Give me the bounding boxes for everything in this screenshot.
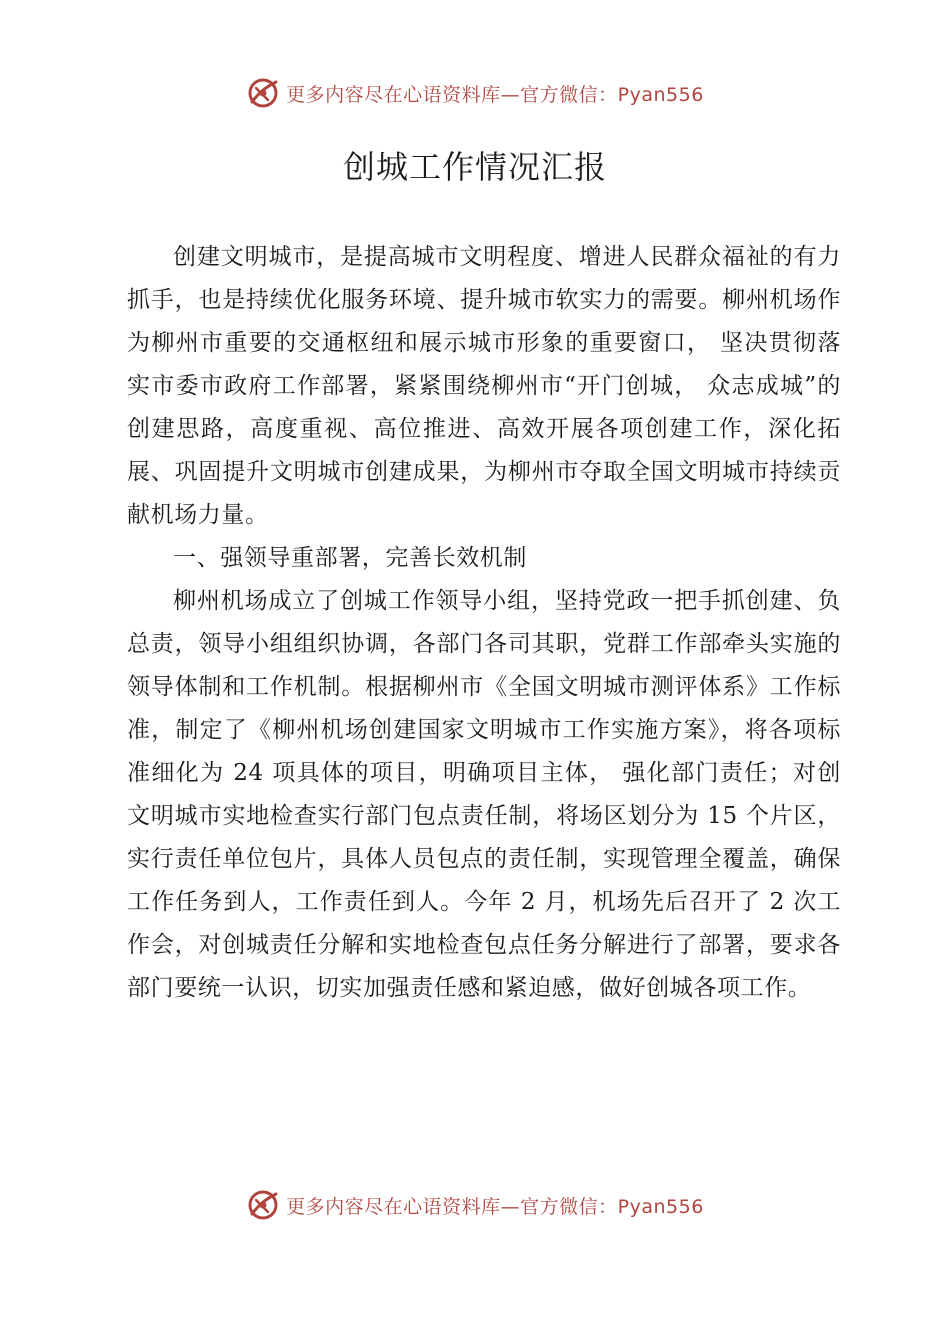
paragraph-section-1: 柳州机场成立了创城工作领导小组，坚持党政一把手抓创建、负总责，领导小组组织协调，各部门各司其职，党群工作部牵头实施的领导体制和工作机制。根据柳州市《全国文明城市测评体系》工作标准，制定了《柳州机场创建国家文明城市工作实施方案》，将各项标准细化为 24 项具体的项目，明确项目主体， 强化部门责任；对创文明城市实地检查实行部门包点责任制，将场区划分为 15 个片区，实行责任单位包片，具体人员包点的责任制，实现管理全覆盖，确保工作任务到人，工作责任到人。今年 2 月，机场先后召开了 2 次工作会，对创城责任分解和实地检查包点任务分解进行了部署，要求各部门要统一认识，切实加强责任感和紧迫感，做好创城各项工作。 [127, 588, 841, 1001]
brush-seal-icon [246, 1188, 280, 1222]
watermark-text: 更多内容尽在心语资料库—官方微信：Pyan556 [286, 83, 704, 106]
paragraph-intro: 创建文明城市，是提高城市文明程度、增进人民群众福祉的有力抓手，也是持续优化服务环境、提升城市软实力的需要。柳州机场作为柳州市重要的交通枢纽和展示城市形象的重要窗口， 坚决贯彻落实市委市政府工作部署，紧紧围绕柳州市“开门创城， 众志成城”的创建思路，高度重视、高位推进、高效开展各项创建工作，深化拓展、巩固提升文明城市创建成果，为柳州市夺取全国文明城市持续贡献机场力量。 [127, 244, 841, 528]
section-heading: 一、强领导重部署，完善长效机制 [173, 545, 527, 571]
document-body [127, 236, 841, 1010]
brush-seal-icon [246, 76, 280, 110]
header-watermark [0, 76, 950, 110]
footer-watermark [0, 1188, 950, 1222]
watermark-text: 更多内容尽在心语资料库—官方微信：Pyan556 [286, 1195, 704, 1218]
document-title: 创城工作情况汇报 [342, 148, 607, 186]
